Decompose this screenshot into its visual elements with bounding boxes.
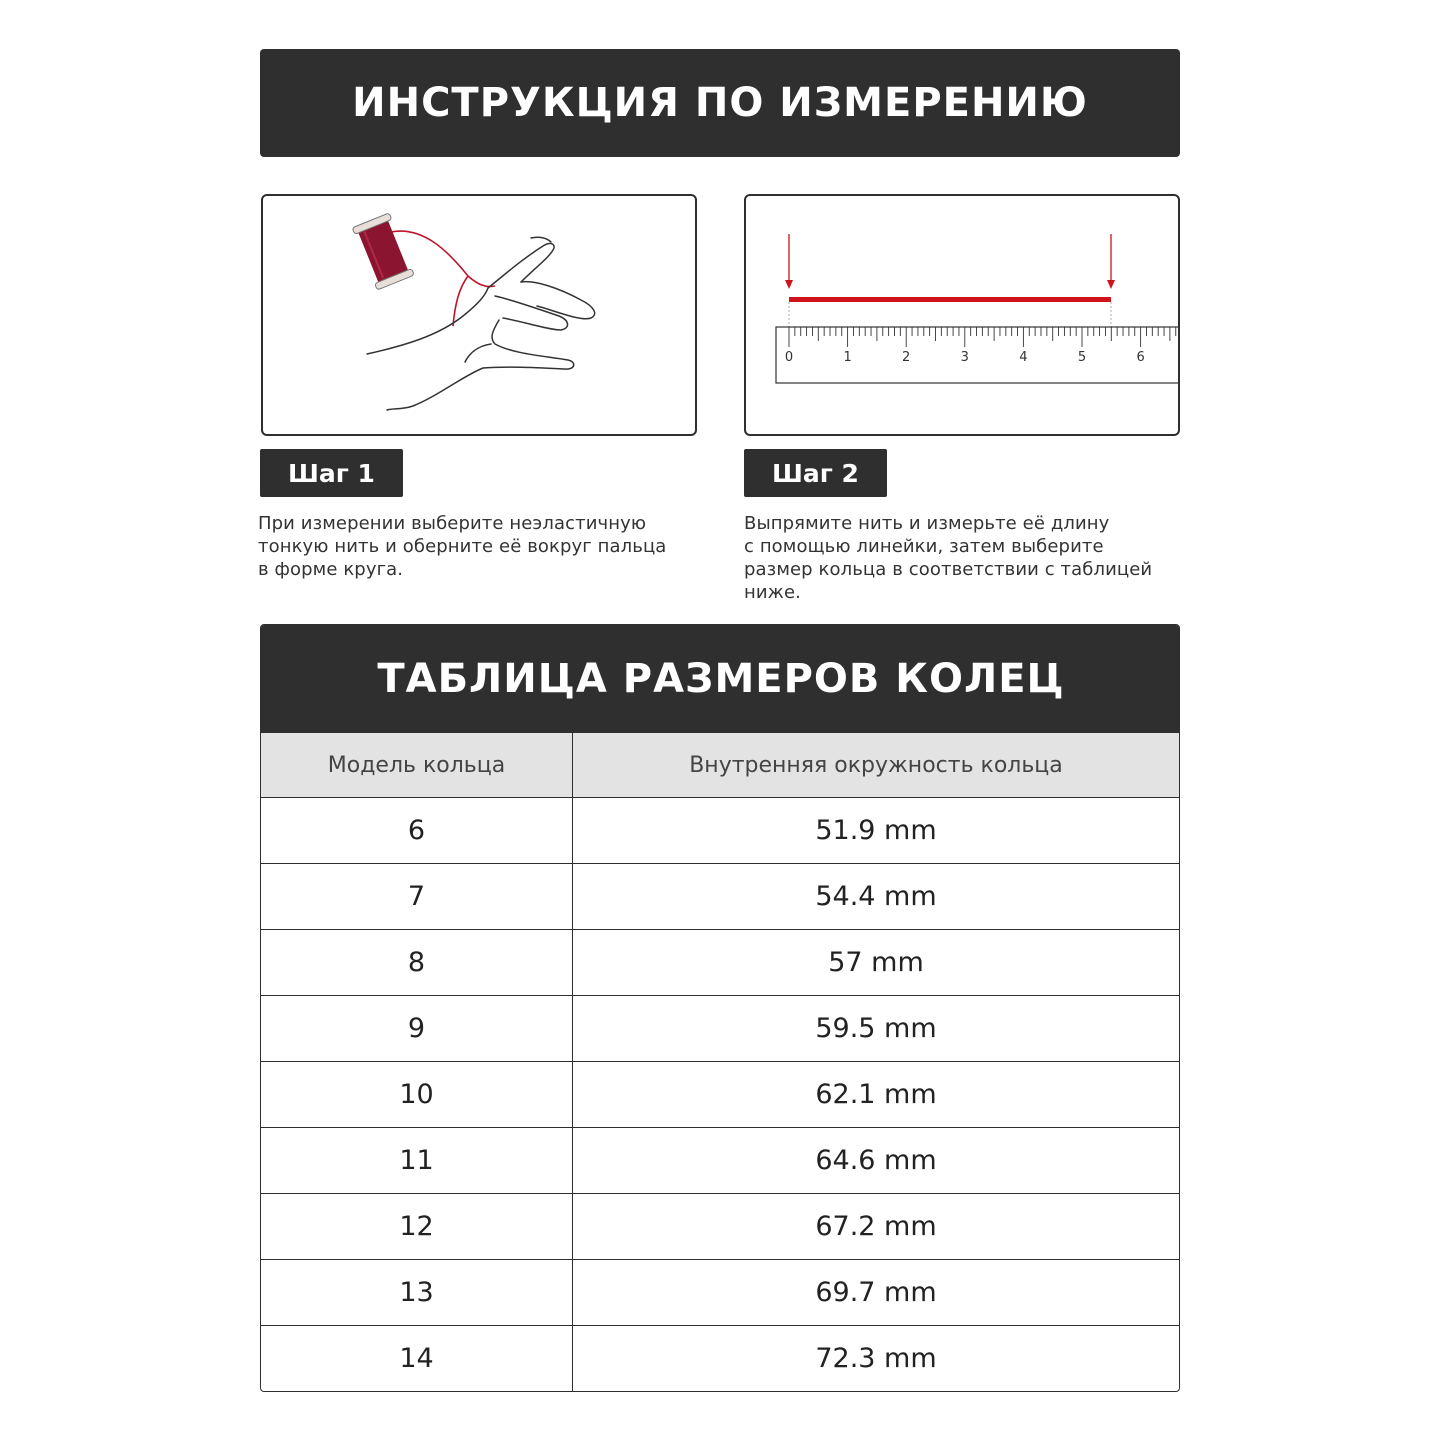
ring-size-cell: 6: [261, 798, 573, 864]
ruler-tick-label: 5: [1077, 350, 1087, 365]
ruler-tick-label: 4: [1019, 350, 1028, 365]
table-row: [261, 930, 1179, 996]
thread-spool-icon: [352, 213, 414, 290]
ruler-diagram: [746, 196, 1178, 434]
ring-size-cell: 14: [261, 1326, 573, 1392]
column-header-circumference: Внутренняя окружность кольца: [573, 733, 1180, 798]
circumference-cell: 62.1 mm: [573, 1062, 1180, 1128]
table-row: [261, 1128, 1179, 1194]
circumference-cell: 57 mm: [573, 930, 1180, 996]
circumference-cell: 67.2 mm: [573, 1194, 1180, 1260]
size-table-block: [260, 624, 1180, 1392]
step-1-label: Шаг 1: [260, 449, 403, 497]
circumference-cell: 72.3 mm: [573, 1326, 1180, 1392]
instruction-title: ИНСТРУКЦИЯ ПО ИЗМЕРЕНИЮ: [352, 80, 1088, 126]
ruler-tick-label: 0: [784, 350, 794, 365]
table-header-row: [261, 733, 1179, 798]
table-row: [261, 996, 1179, 1062]
measured-thread-bar: [789, 297, 1111, 302]
table-row: [261, 864, 1179, 930]
step-1-description: При измерении выберите неэластичную тонкую нить и оберните её вокруг пальца в форме круга.: [258, 513, 667, 580]
circumference-cell: 69.7 mm: [573, 1260, 1180, 1326]
size-table-title: ТАБЛИЦА РАЗМЕРОВ КОЛЕЦ: [377, 656, 1065, 702]
ring-size-cell: 11: [261, 1128, 573, 1194]
table-row: [261, 798, 1179, 864]
ruler-tick-label: 6: [1136, 350, 1145, 365]
ring-size-cell: 13: [261, 1260, 573, 1326]
ring-size-cell: 9: [261, 996, 573, 1062]
size-table-banner: [261, 625, 1180, 733]
step-1-illustration: [261, 194, 697, 436]
arrow-down-icon: [785, 234, 793, 289]
instruction-banner: [260, 49, 1180, 157]
step-2-description: Выпрямите нить и измерьте её длину с помощью линейки, затем выберите размер кольца в соответствии с таблицей ниже.: [744, 513, 1153, 603]
arrow-down-icon: [1107, 234, 1115, 289]
circumference-cell: 64.6 mm: [573, 1128, 1180, 1194]
ring-size-cell: 10: [261, 1062, 573, 1128]
circumference-cell: 54.4 mm: [573, 864, 1180, 930]
table-row: [261, 1062, 1179, 1128]
column-header-model: Модель кольца: [261, 733, 573, 798]
ring-size-cell: 12: [261, 1194, 573, 1260]
ring-size-cell: 8: [261, 930, 573, 996]
size-table: [261, 733, 1179, 1391]
ruler-tick-label: 3: [960, 350, 969, 365]
step-2-label: Шаг 2: [744, 449, 887, 497]
step-2-illustration: [744, 194, 1180, 436]
ring-size-cell: 7: [261, 864, 573, 930]
table-row: [261, 1326, 1179, 1392]
circumference-cell: 59.5 mm: [573, 996, 1180, 1062]
table-row: [261, 1260, 1179, 1326]
ruler-tick-label: 1: [843, 350, 852, 365]
circumference-cell: 51.9 mm: [573, 798, 1180, 864]
table-row: [261, 1194, 1179, 1260]
ruler-tick-label: 2: [902, 350, 911, 365]
